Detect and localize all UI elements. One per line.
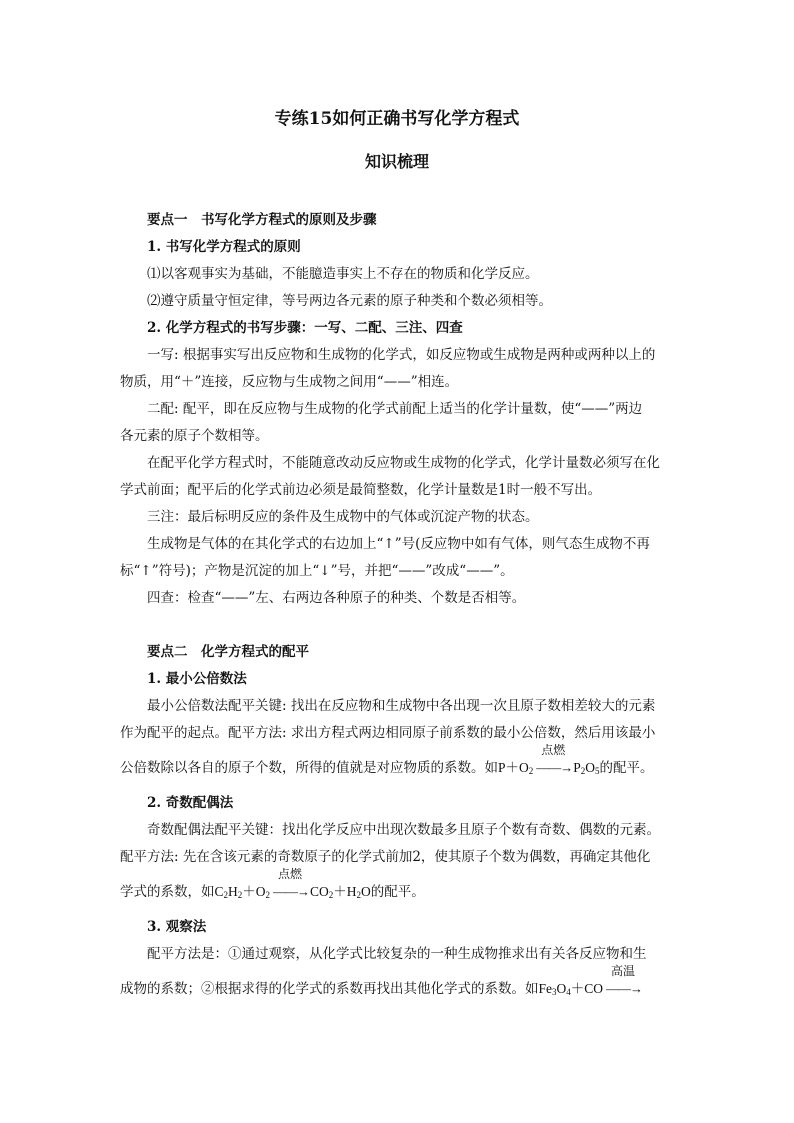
reaction-arrow: 点燃 ——→: [536, 743, 573, 775]
subheading-observation: 3. 观察法: [147, 919, 207, 935]
text: 的配平。: [370, 884, 425, 900]
subheading-steps: 2. 化学方程式的书写步骤：一写、二配、三注、四查: [147, 320, 463, 336]
equation-fe3o4-co: $Fe_3O_4+CO$ 高温 ——→: [538, 964, 643, 997]
paragraph: ⑴以客观事实为基础，不能臆造事实上不存在的物质和化学反应。: [147, 266, 539, 282]
equation-p-o2: $P+O_2$ 点燃 $——\to P_2O_5$: [498, 743, 600, 776]
paragraph-with-equation: [120, 867, 680, 905]
paragraph: 四查：检查“——”左、右两边各种原子的种类、个数是否相等。: [147, 590, 526, 606]
subheading-lcm: 1. 最小公倍数法: [147, 671, 247, 687]
paragraph: 配平方法: 先在含该元素的奇数原子的化学式前加2，使其原子个数为偶数，再确定其他化: [120, 849, 651, 865]
section-heading-1: 要点一 书写化学方程式的原则及步骤: [147, 212, 377, 228]
paragraph: 各元素的原子个数相等。: [120, 428, 269, 444]
paragraph: 学式前面；配平后的化学式前边必须是最简整数，化学计量数是1时一般不写出。: [120, 482, 602, 498]
paragraph: 标“↑”符号)；产物是沉淀的加上“↓”号，并把“——”改成“——”。: [120, 563, 514, 579]
paragraph: 三注：最后标明反应的条件及生成物中的气体或沉淀产物的状态。: [147, 509, 539, 525]
paragraph: 奇数配偶法配平关键：找出化学反应中出现次数最多且原子个数有奇数、偶数的元素。: [147, 822, 660, 838]
product: P: [573, 760, 581, 775]
paragraph: 物质，用“＋”连接，反应物与生成物之间用“——”相连。: [120, 374, 459, 390]
paragraph: 一写: 根据事实写出反应物和生成物的化学式，如反应物或生成物是两种或两种以上的: [147, 347, 656, 363]
subheading-odd-even: 2. 奇数配偶法: [147, 795, 234, 811]
paragraph: 生成物是气体的在其化学式的右边加上“↑”号(反应物中如有气体，则气态生成物不再: [147, 536, 650, 552]
paragraph: 作为配平的起点。配平方法: 求出方程式两边相同原子前系数的最小公倍数，然后用该最小: [120, 725, 656, 741]
paragraph-with-equation: [120, 964, 680, 1002]
section-subtitle: 知识梳理: [364, 152, 429, 171]
reaction-arrow: 点燃 ——→: [273, 867, 310, 899]
paragraph-with-equation: [120, 743, 680, 781]
subheading-principles: 1. 书写化学方程式的原则: [147, 239, 301, 255]
section-heading-2: 要点二 化学方程式的配平: [147, 644, 309, 660]
reaction-condition: 点燃: [541, 743, 566, 757]
reaction-condition: 点燃: [278, 867, 303, 881]
reactants: P＋O: [498, 760, 529, 775]
paragraph: 配平方法是：①通过观察，从化学式比较复杂的一种生成物推求出有关各反应物和生: [147, 946, 647, 962]
reaction-condition: 高温: [611, 964, 636, 978]
text: 学式的系数，如: [120, 884, 215, 900]
reaction-arrow: 高温 ——→: [606, 964, 643, 996]
text: 成物的系数；②根据求得的化学式的系数再找出其他化学式的系数。如: [120, 981, 539, 997]
paragraph: 在配平化学方程式时，不能随意改动反应物或生成物的化学式，化学计量数必须写在化: [147, 455, 660, 471]
paragraph: 二配: 配平，即在反应物与生成物的化学式前配上适当的化学计量数，使“——”两边: [147, 401, 643, 417]
page-title: 专练15如何正确书写化学方程式: [274, 109, 520, 129]
paragraph: 最小公倍数法配平关键: 找出在反应物和生成物中各出现一次且原子数相差较大的元素: [147, 698, 656, 714]
text: 公倍数除以各自的原子个数，所得的值就是对应物质的系数。如: [120, 760, 498, 776]
equation-c2h2-o2: $C_2H_2+O_2$ 点燃 $——\to CO_2+H_2O$: [214, 867, 371, 900]
text: 的配平。: [599, 760, 654, 776]
paragraph: ⑵遵守质量守恒定律，等号两边各元素的原子种类和个数必须相等。: [147, 293, 552, 309]
